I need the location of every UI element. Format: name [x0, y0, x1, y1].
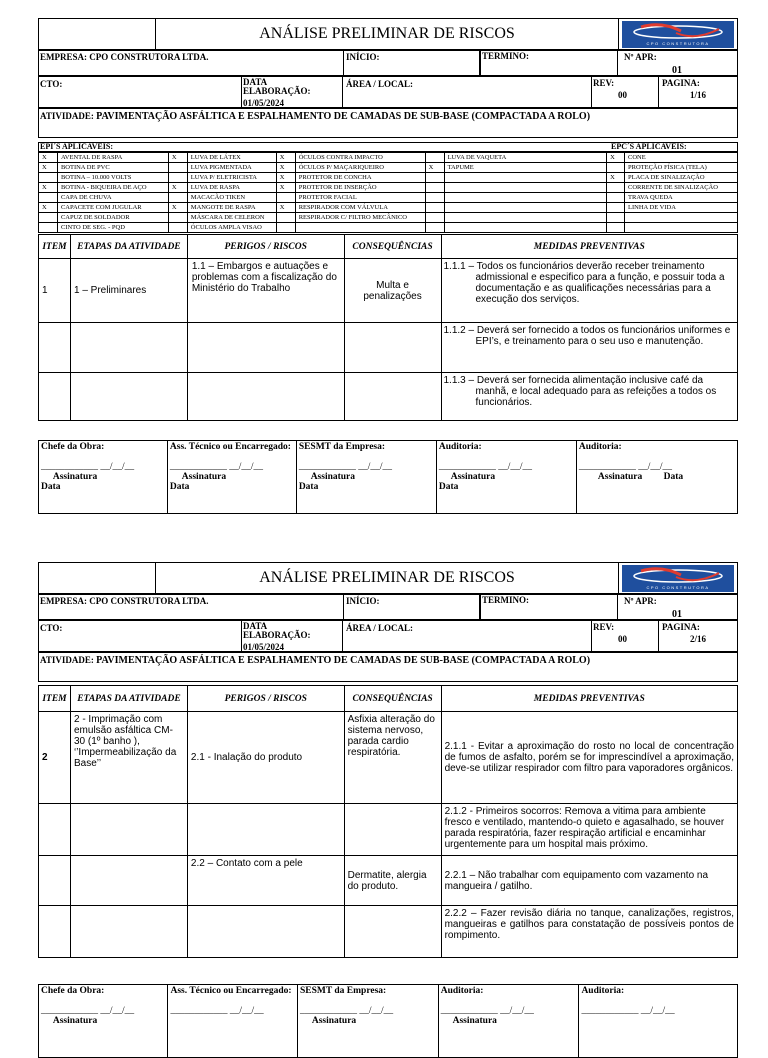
epi-item [444, 173, 606, 183]
rev-value: 00 [618, 634, 627, 644]
risk-table-1 [38, 234, 738, 421]
epi-mark: X [425, 163, 444, 173]
epi-mark: X [276, 163, 295, 173]
col-etapas: ETAPAS DA ATIVIDADE [70, 235, 187, 259]
epi-mark: X [276, 153, 295, 163]
apr-label: Nº APR: [624, 596, 657, 606]
col-consequencias: CONSEQUÊNCIAS [344, 235, 441, 259]
epi-item: TAPUME [444, 163, 606, 173]
epi-item: BOTINA – 10.000 VOLTS [57, 173, 168, 183]
epi-mark: X [607, 153, 625, 163]
col-perigos: PERIGOS / RISCOS [187, 235, 344, 259]
epi-item: PROTETOR DE CONCHA [295, 173, 425, 183]
epi-title: EPI´S APLICAVEIS: [40, 142, 113, 151]
epi-item: CINTO DE SEG. - PQD [57, 223, 168, 233]
table-row: 2.2.2 – Fazer revisão diária no tanque, canalizações, registros, mangueiras e gatilhos para constatação de possíveis pontos de rompimento. [39, 906, 738, 958]
epi-mark: X [276, 203, 295, 213]
rev-label: REV: [593, 78, 615, 88]
epi-mark [276, 223, 295, 233]
atividade-label: ATIVIDADE: PAVIMENTAÇÃO ASFÁLTICA E ESPALHAMENTO DE CAMADAS DE SUB-BASE (COMPACTADA A ROLO) [40, 111, 591, 122]
epi-mark [607, 213, 625, 223]
epi-item: ÓCULOS CONTRA IMPACTO [295, 153, 425, 163]
col-item: ITEM [39, 235, 71, 259]
epi-item: ÓCULOS AMPLA VISAO [187, 223, 276, 233]
col-item: ITEM [39, 686, 71, 712]
epi-mark [168, 213, 187, 223]
signature-table-2: Chefe da Obra: ____________ __/__/__ Assinatura Ass. Técnico ou Encarregado: ____________ __/__/__ SESMT da Empresa: ____________ __/__/__ Assinatura Auditoria: ____________ __/__/__ Assinatura Auditoria: ____________ __/__/__ [38, 984, 738, 1058]
cpo-logo-icon [631, 567, 726, 584]
epi-item: PROTETOR FACIAL [295, 193, 425, 203]
signature-table-1: Chefe da Obra: ____________ __/__/__ Assinatura Data Ass. Técnico ou Encarregado: ____________ __/__/__ Assinatura Data SESMT da Empresa: ____________ __/__/__ Assinatura Data Auditoria: ____________ __/__/__ Assinatura Data Auditoria: ____________ __/__/__ Assinatura Data [38, 440, 738, 514]
col-medidas: MEDIDAS PREVENTIVAS [441, 686, 737, 712]
table-row: 1 1 – Preliminares 1.1 – Embargos e autuações e problemas com a fiscalização do Ministério do Trabalho Multa e penalizações 1.1.1 – Todos os funcionários deverão receber treinamento admissional e especifico para a função, e possuir toda a documentação e as qualificações necessárias para a execução dos serviços. [39, 259, 738, 323]
data-elaboracao: 01/05/2024 [243, 642, 285, 652]
inicio-label: INÍCIO: [346, 52, 380, 62]
epi-mark [39, 223, 58, 233]
epi-mark: X [168, 153, 187, 163]
epi-item: CONE [625, 153, 738, 163]
rev-label: REV: [593, 622, 615, 632]
epi-mark [425, 223, 444, 233]
epi-row [39, 153, 738, 163]
epi-mark [168, 163, 187, 173]
table-row: 1.1.3 – Deverá ser fornecida alimentação inclusive café da manhã, e local adequado para as refeições a todos os funcionários. [39, 373, 738, 421]
epi-item: BOTINA DE PVC [57, 163, 168, 173]
epi-item: PLACA DE SINALIZAÇÃO [625, 173, 738, 183]
epi-mark [425, 183, 444, 193]
data-elaboracao-label: DATA ELABORAÇÃO: [243, 621, 311, 640]
epi-item: CORRENTE DE SINALIZAÇÃO [625, 183, 738, 193]
epi-mark [607, 183, 625, 193]
epc-title: EPC´S APLICAVEIS: [611, 142, 687, 151]
empresa-label: EMPRESA: CPO CONSTRUTORA LTDA. [40, 52, 209, 62]
apr-number: 01 [672, 65, 682, 76]
epi-mark [607, 163, 625, 173]
epi-item: LUVA DE RASPA [187, 183, 276, 193]
epi-mark: X [39, 183, 58, 193]
epi-mark: X [39, 163, 58, 173]
col-etapas: ETAPAS DA ATIVIDADE [70, 686, 187, 712]
area-label: ÁREA / LOCAL: [346, 623, 414, 633]
epi-mark: X [276, 173, 295, 183]
epi-item: TRAVA QUEDA [625, 193, 738, 203]
apr-page-2 [38, 562, 738, 1024]
epi-item: CAPACETE COM JUGULAR [57, 203, 168, 213]
pagina-label: PAGINA: [662, 622, 700, 632]
epi-row [39, 203, 738, 213]
epi-item [295, 223, 425, 233]
termino-label: TERMINO: [482, 51, 529, 61]
epi-mark [425, 213, 444, 223]
epi-mark: X [607, 173, 625, 183]
col-perigos: PERIGOS / RISCOS [187, 686, 344, 712]
cpo-logo: CPO CONSTRUTORA [622, 21, 734, 48]
table-row: 2.1.2 - Primeiros socorros: Remova a vitima para ambiente fresco e ventilado, mantendo-o quieto e agasalhado, se houver parada respiratória, fazer respiração artificial e encaminhar urgentemente para um hospital mais próximo. [39, 804, 738, 856]
epi-item: LUVA DE VAQUETA [444, 153, 606, 163]
epi-mark: X [168, 183, 187, 193]
table-row: 2 2 - Imprimação com emulsão asfáltica CM-30 (1º banho ), ‘’Impermeabilização da Base’’ 2.1 - Inalação do produto Asfixia alteração do sistema nervoso, parada cardio respiratória. 2.1.1 - Evitar a aproximação do rosto no local de concentração de fumos de asfalto, porém se for imprescindível a aproximação, deve-se utilizar respirador com filtro para vaporadores orgânicos. [39, 712, 738, 804]
rev-value: 00 [618, 90, 627, 100]
epi-item: CAPUZ DE SOLDADOR [57, 213, 168, 223]
epi-item: LUVA DE LÁTEX [187, 153, 276, 163]
epi-item: PROTETOR DE INSERÇÃO [295, 183, 425, 193]
table-row: 1.1.2 – Deverá ser fornecido a todos os funcionários uniformes e EPI’s, e treinamento para o seu uso e manutenção. [39, 323, 738, 373]
epi-mark [39, 213, 58, 223]
area-label: ÁREA / LOCAL: [346, 79, 414, 89]
epi-item [625, 223, 738, 233]
epi-mark [607, 203, 625, 213]
epi-mark [607, 223, 625, 233]
epi-row [39, 213, 738, 223]
epi-row [39, 223, 738, 233]
epi-mark [425, 203, 444, 213]
doc-title: ANÁLISE PRELIMINAR DE RISCOS [259, 569, 515, 586]
epi-item [444, 203, 606, 213]
pagina-value: 2/16 [690, 634, 707, 644]
epi-mark: X [39, 203, 58, 213]
epi-item: MACACÃO TIKEN [187, 193, 276, 203]
epi-item: MANGOTE DE RASPA [187, 203, 276, 213]
epi-item: BOTINA - BIQUEIRA DE AÇO [57, 183, 168, 193]
epi-mark [168, 193, 187, 203]
epi-mark [168, 173, 187, 183]
epi-item: ÓCULOS P/ MAÇARIQUEIRO [295, 163, 425, 173]
epi-mark [276, 193, 295, 203]
apr-page-1 [38, 18, 738, 500]
epi-item: AVENTAL DE RASPA [57, 153, 168, 163]
epi-mark [168, 223, 187, 233]
epi-item: CAPA DE CHUVA [57, 193, 168, 203]
cpo-logo-icon [631, 23, 726, 40]
atividade-label: ATIVIDADE: PAVIMENTAÇÃO ASFÁLTICA E ESPALHAMENTO DE CAMADAS DE SUB-BASE (COMPACTADA A ROLO) [40, 655, 591, 666]
epi-mark: X [39, 153, 58, 163]
doc-title: ANÁLISE PRELIMINAR DE RISCOS [259, 25, 515, 42]
epi-mark [425, 193, 444, 203]
epi-row [39, 183, 738, 193]
epi-item: RESPIRADOR C/ FILTRO MECÂNICO [295, 213, 425, 223]
epi-item [444, 223, 606, 233]
epi-row [39, 193, 738, 203]
empresa-label: EMPRESA: CPO CONSTRUTORA LTDA. [40, 596, 209, 606]
epi-item: LINHA DE VIDA [625, 203, 738, 213]
col-consequencias: CONSEQUÊNCIAS [344, 686, 441, 712]
apr-number: 01 [672, 609, 682, 620]
epi-item [444, 213, 606, 223]
cto-label: CTO: [40, 623, 63, 633]
epi-item: LUVA P/ ELETRICISTA [187, 173, 276, 183]
epi-mark [39, 173, 58, 183]
col-medidas: MEDIDAS PREVENTIVAS [441, 235, 738, 259]
inicio-label: INÍCIO: [346, 596, 380, 606]
risk-table-2 [38, 685, 738, 958]
table-row: 2.2 – Contato com a pele Dermatite, alergia do produto. 2.2.1 – Não trabalhar com equipamento com vazamento na mangueira / gatilho. [39, 856, 738, 906]
epi-item [444, 183, 606, 193]
pagina-label: PAGINA: [662, 78, 700, 88]
epi-mark [425, 153, 444, 163]
cto-label: CTO: [40, 79, 63, 89]
epi-mark [276, 213, 295, 223]
epi-mark: X [168, 203, 187, 213]
data-elaboracao-label: DATA ELABORAÇÃO: [243, 77, 311, 96]
epi-row [39, 173, 738, 183]
epi-table [38, 152, 738, 233]
epi-row [39, 163, 738, 173]
termino-label: TERMINO: [482, 595, 529, 605]
epi-item: LUVA PIGMENTADA [187, 163, 276, 173]
epi-mark [607, 193, 625, 203]
epi-item: RESPIRADOR COM VÁLVULA [295, 203, 425, 213]
data-elaboracao: 01/05/2024 [243, 98, 285, 108]
epi-mark: X [276, 183, 295, 193]
cpo-logo: CPO CONSTRUTORA [622, 565, 734, 592]
epi-item: PROTEÇÃO FÍSICA (TELA) [625, 163, 738, 173]
apr-label: Nº APR: [624, 52, 657, 62]
epi-item [444, 193, 606, 203]
epi-item [625, 213, 738, 223]
epi-mark [39, 193, 58, 203]
pagina-value: 1/16 [690, 90, 707, 100]
epi-mark [425, 173, 444, 183]
epi-item: MÁSCARA DE CELERON [187, 213, 276, 223]
